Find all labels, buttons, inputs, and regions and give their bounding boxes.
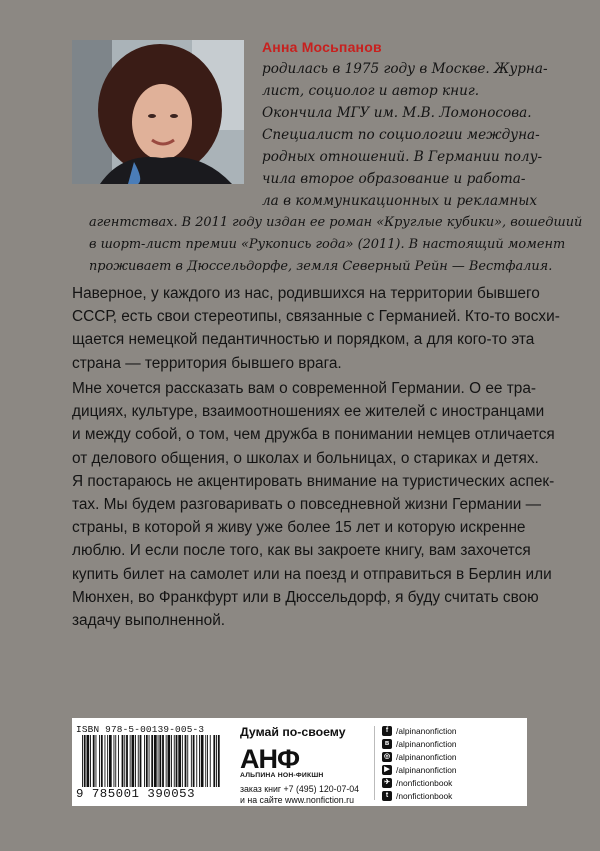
- barcode-bar: [171, 735, 172, 787]
- paragraph-line: СССР, есть свои стереотипы, связанные с Германией. Кто-то восхи-: [72, 308, 560, 326]
- barcode-bar: [138, 735, 139, 787]
- barcode-digits: 9 785001 390053: [76, 787, 196, 801]
- bio-line: родилась в 1975 году в Москве. Журна-: [262, 61, 548, 77]
- bio-line: агентствах. В 2011 году издан ее роман «Круглые кубики», вошедший: [89, 215, 583, 230]
- barcode-bar: [210, 735, 211, 787]
- youtube-icon: ▶: [382, 765, 392, 775]
- barcode-bar: [166, 735, 167, 787]
- author-portrait-illustration: [72, 40, 244, 184]
- barcode-bar: [162, 735, 164, 787]
- bio-line: ла в коммуникационных и рекламных: [262, 193, 538, 209]
- barcode-bar: [146, 735, 148, 787]
- barcode-bar: [196, 735, 197, 787]
- paragraph-line: страны, в которой я живу уже более 15 лет и которую искренне: [72, 519, 526, 537]
- instagram-icon: ◎: [383, 752, 391, 760]
- social-handle: /alpinanonfiction: [396, 739, 457, 749]
- paragraph-line: люблю. И если после того, как вы закроете книгу, вам захочется: [72, 542, 531, 560]
- paragraph-line: от делового общения, о школах и больницах, о стариках и детях.: [72, 449, 539, 467]
- barcode: [82, 735, 222, 787]
- paragraph-line: страна — территория бывшего врага.: [72, 354, 342, 372]
- bio-line: родных отношений. В Германии полу-: [262, 149, 543, 165]
- barcode-bar: [151, 735, 153, 787]
- barcode-bar: [168, 735, 171, 787]
- vk-icon: в: [382, 739, 392, 749]
- barcode-bar: [174, 735, 175, 787]
- twitter-icon: t: [382, 791, 392, 801]
- barcode-bar: [185, 735, 187, 787]
- barcode-bar: [199, 735, 200, 787]
- barcode-bar: [96, 735, 97, 787]
- publisher-name: АЛЬПИНА НОН-ФИКШН: [240, 772, 324, 779]
- barcode-bar: [118, 735, 119, 787]
- barcode-bar: [158, 735, 159, 787]
- barcode-bar: [182, 735, 183, 787]
- social-instagram: [382, 752, 457, 763]
- barcode-bar: [114, 735, 115, 787]
- publisher-panel: [72, 718, 527, 806]
- paragraph-line: купить билет на самолет или на поезд и отправиться в Берлин или: [72, 565, 552, 583]
- paragraph-line: Мне хочется рассказать вам о современной Германии. О ее тра-: [72, 380, 537, 397]
- paragraph-line: и между собой, о том, чем дружба в понимании немцев отличается: [72, 426, 555, 444]
- facebook-icon: f: [382, 726, 392, 736]
- bio-line: Специалист по социологии междуна-: [262, 127, 540, 143]
- barcode-bar: [87, 735, 90, 787]
- paragraph-line: щается немецкой педантичностью и порядком, а для кого-то эта: [72, 331, 535, 349]
- publisher-website: и на сайте www.nonfiction.ru: [240, 795, 354, 805]
- barcode-bar: [115, 735, 116, 787]
- barcode-bar: [130, 735, 131, 787]
- paragraph-line: Я постараюсь не акцентировать внимание на туристических аспек-: [72, 472, 555, 490]
- barcode-bar: [176, 735, 178, 787]
- paragraph-line: дициях, культуре, взаимоотношениях ее жителей с иностранцами: [72, 403, 545, 421]
- main-paragraph: [72, 377, 555, 632]
- social-youtube: [382, 765, 457, 776]
- barcode-bar: [159, 735, 161, 787]
- barcode-block: [76, 724, 226, 804]
- barcode-bar: [101, 735, 103, 787]
- barcode-bar: [135, 735, 136, 787]
- bio-line: лист, социолог и автор книг.: [262, 83, 480, 99]
- barcode-bar: [105, 735, 106, 787]
- panel-divider: [374, 726, 375, 800]
- bio-line: Окончила МГУ им. М.В. Ломоносова.: [262, 105, 532, 121]
- author-name: Анна Мосьпанов: [262, 39, 382, 55]
- social-twitter: [382, 791, 452, 802]
- barcode-bar: [193, 735, 195, 787]
- barcode-bar: [90, 735, 91, 787]
- barcode-bar: [191, 735, 192, 787]
- barcode-bar: [122, 735, 124, 787]
- barcode-bar: [207, 735, 208, 787]
- publisher-logo-text: АНФ: [240, 744, 300, 772]
- bio-line: проживает в Дюссельдорфе, земля Северный Рейн — Вестфалия.: [89, 259, 553, 274]
- barcode-bar: [107, 735, 108, 787]
- barcode-bar: [124, 735, 125, 787]
- barcode-bar: [93, 735, 95, 787]
- barcode-bar: [126, 735, 128, 787]
- paragraph-line: тах. Мы будем разговаривать о повседневной жизни Германии —: [72, 496, 542, 514]
- publisher-slogan: Думай по-своему: [240, 725, 346, 739]
- social-handle: /alpinanonfiction: [396, 752, 457, 762]
- publisher-logo: [240, 744, 302, 772]
- barcode-bar: [109, 735, 112, 787]
- author-photo: [72, 40, 244, 184]
- social-handle: /nonfictionbook: [396, 791, 453, 801]
- telegram-icon: ✈: [382, 778, 392, 788]
- paragraph-line: Мюнхен, во Франкфурт или в Дюссельдорф, я буду считать свою: [72, 588, 539, 606]
- barcode-bar: [154, 735, 157, 787]
- barcode-bar: [187, 735, 188, 787]
- social-handle: /nonfictionbook: [396, 778, 453, 788]
- intro-paragraph: [72, 282, 560, 375]
- barcode-bar: [140, 735, 142, 787]
- barcode-bar: [149, 735, 150, 787]
- barcode-bar: [144, 735, 145, 787]
- barcode-bar: [216, 735, 217, 787]
- barcode-bar: [132, 735, 135, 787]
- barcode-bar: [213, 735, 215, 787]
- bio-line: чила второе образование и работа-: [262, 171, 526, 187]
- barcode-bar: [201, 735, 204, 787]
- social-handle: /alpinanonfiction: [396, 726, 457, 736]
- social-vk: [382, 739, 457, 750]
- barcode-bar: [178, 735, 181, 787]
- social-facebook: [382, 726, 457, 737]
- barcode-bar: [218, 735, 220, 787]
- barcode-bar: [82, 735, 83, 787]
- barcode-bar: [84, 735, 86, 787]
- isbn-text: ISBN 978-5-00139-005-3: [76, 724, 205, 735]
- social-handle: /alpinanonfiction: [396, 765, 457, 775]
- social-telegram: [382, 778, 452, 789]
- paragraph-line: Наверное, у каждого из нас, родившихся на территории бывшего: [72, 285, 540, 302]
- barcode-bar: [205, 735, 206, 787]
- barcode-bar: [99, 735, 100, 787]
- bio-line: в шорт-лист премии «Рукопись года» (2011). В настоящий момент: [89, 237, 566, 252]
- order-phone: заказ книг +7 (495) 120-07-04: [240, 784, 360, 794]
- paragraph-line: задачу выполненной.: [72, 612, 226, 630]
